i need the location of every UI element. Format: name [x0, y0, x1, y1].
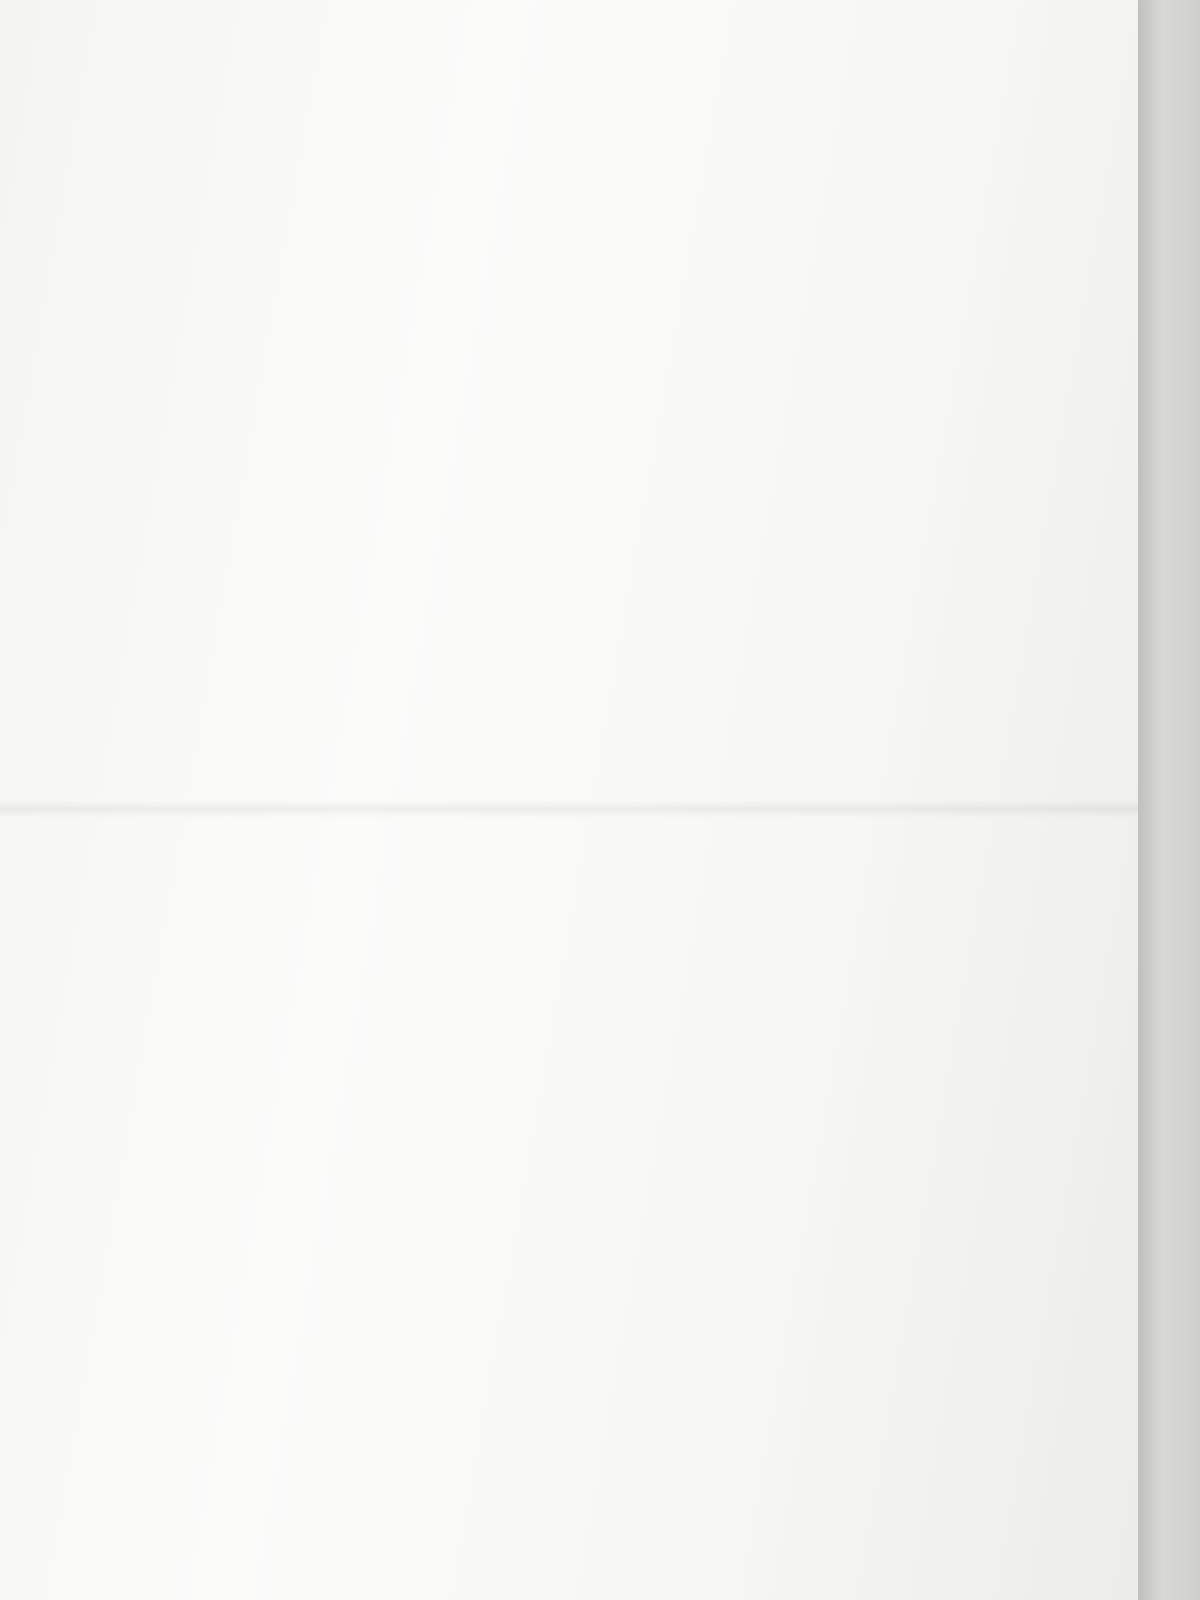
- passage-bottom-block: [384, 788, 1074, 1460]
- next-page-edge: [1138, 0, 1200, 1600]
- passage-top-block: [26, 148, 1026, 750]
